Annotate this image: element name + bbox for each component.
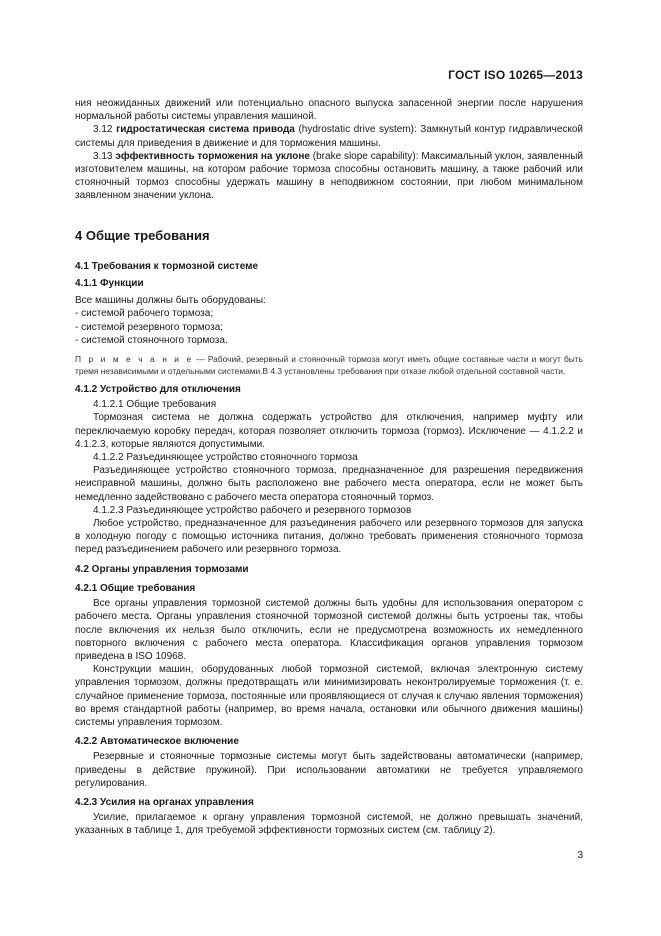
term-name: гидростатическая система привода (116, 124, 295, 136)
term-name: эффективность торможения на уклоне (115, 150, 310, 162)
section-4-2-3-text: Усилие, прилагаемое к органу управления тормозной системой, не должно превышать значений, указанных в таблице 1, для требуемой эффективности тормозных систем (см. таблицу 2). (75, 812, 583, 837)
term-definition: (brake slope capability): Максимальный уклон, заявленный изготовителем машины, на котором рабочие тормоза способны остановить машину, а также рабочий или стояночный тормоз способны удержать машину в неподвижном состоянии, при любом минимальном заявленном значении уклона. (75, 150, 584, 202)
term-3-12 (75, 123, 583, 149)
paragraph-continuation: ния неожиданных движений или потенциально опасного выпуска запасенной энергии после нарушения нормальной работы системы управления машиной. (75, 98, 583, 123)
section-4-2-1-heading: 4.2.1 Общие требования (75, 582, 196, 594)
section-4-heading: 4 Общие требования (75, 227, 210, 243)
section-4-1-2-3-heading: 4.1.2.3 Разъединяющее устройство рабочего и резервного тормозов (93, 504, 412, 516)
section-4-1-2-2-heading: 4.1.2.2 Разъединяющее устройство стояночного тормоза (93, 452, 358, 464)
list-item: - системой стояночного тормоза. (75, 334, 228, 346)
list-item: - системой рабочего тормоза; (75, 308, 214, 320)
page-number: 3 (577, 850, 583, 861)
section-4-1-heading: 4.1 Требования к тормозной системе (75, 260, 259, 272)
term-definition: (hydrostatic drive system): Замкнутый контур гидравлической системы для приведения в движение и для торможения машины. (75, 124, 584, 149)
section-4-1-2-2-text: Разъединяющее устройство стояночного тормоза, предназначенное для разрешения передвижения неисправной машины, должно быть расположено вне рабочего места оператора, если не может быть немедленно задействовано с рабочего места оператора стояночный тормоз. (75, 465, 583, 503)
section-4-1-2-heading: 4.1.2 Устройство для отключения (75, 384, 241, 396)
list-item: - системой резервного тормоза; (75, 321, 224, 333)
brake-systems-list (75, 307, 583, 347)
document-id-header: ГОСТ ISO 10265—2013 (448, 68, 583, 82)
term-number: 3.13 (93, 150, 113, 162)
section-4-1-1-heading: 4.1.1 Функции (75, 278, 144, 290)
section-4-2-2-heading: 4.2.2 Автоматическое включение (75, 736, 239, 748)
note (75, 353, 583, 377)
section-4-1-2-1-heading: 4.1.2.1 Общие требования (93, 399, 217, 411)
note-label: П р и м е ч а н и е (75, 354, 194, 365)
document-body (75, 97, 583, 838)
term-3-13 (75, 150, 583, 203)
section-4-2-1-paragraph-2: Конструкции машин, оборудованных любой тормозной системой, включая электронную систему управления тормозом, должны предотвращать или минимизировать неконтролируемые торможения (т. е. случайное применение тормоза, постоянные или проявляющиеся от случая к случаю явления торможения) во время стандартной работы (например, во время начала, остановки или обычного движения машины) системы управления тормозом. (75, 664, 583, 728)
section-4-2-heading: 4.2 Органы управления тормозами (75, 563, 249, 575)
section-4-1-2-1-text: Тормозная система не должна содержать устройство для отключения, например муфту или переключаемую коробку передач, которая позволяет отключить тормоза (тормоз). Исключение — 4.1.2.2 и 4.1.2.3, которые являются допустимыми. (75, 412, 583, 450)
functions-intro: Все машины должны быть оборудованы: (75, 295, 266, 307)
section-4-1-2-3-text: Любое устройство, предназначенное для разъединения рабочего или резервного тормозов для запуска в холодную погоду с помощью источника питания, должно требовать применения стояночного тормоза перед разъединением рабочего или резервного тормоза. (75, 518, 583, 556)
section-4-2-3-heading: 4.2.3 Усилия на органах управления (75, 796, 254, 808)
section-4-2-2-text: Резервные и стояночные тормозные системы могут быть задействованы автоматически (например, приведены в действие пружиной). При использовании автоматики не требуется управляемого регулирования. (75, 751, 583, 789)
note-text: — Рабочий, резервный и стояночный тормоза могут иметь общие составные части и могут быть тремя независимыми и отдельными системами.В 4.3 установлены требования при отказе любой отдельной составной части. (75, 354, 583, 377)
term-number: 3.12 (93, 124, 113, 136)
section-4-2-1-paragraph-1: Все органы управления тормозной системой должны быть удобны для использования оператором с рабочего места. Органы управления стояночной тормозной системой должны быть устроены так, чтобы после включения их нельзя было отключить, если не предусмотрена возможность их немедленного повторного включения с рабочего места оператора. Классификация органов управления тормозом приведена в ISO 10968. (75, 598, 583, 662)
